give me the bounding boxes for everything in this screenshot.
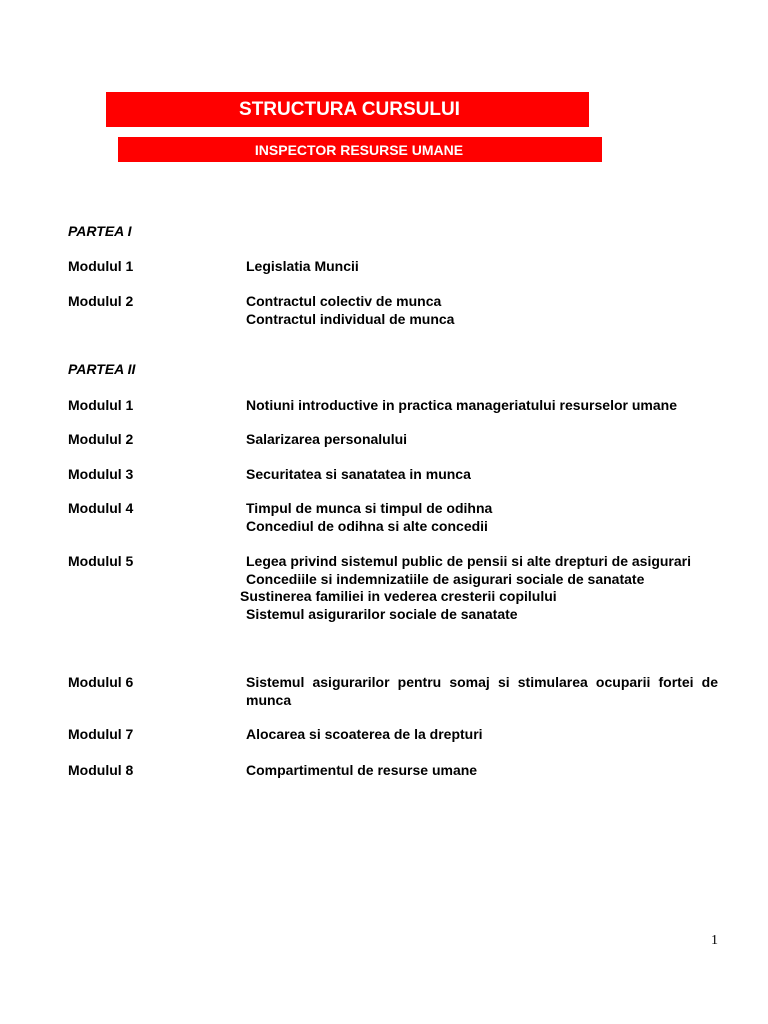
module-label: Modulul 2 — [68, 431, 134, 447]
module-label: Modulul 1 — [68, 397, 134, 413]
module-label: Modulul 4 — [68, 500, 134, 516]
module-line: Securitatea si sanatatea in munca — [246, 466, 471, 482]
page-number: 1 — [711, 933, 718, 948]
module-label: Modulul 7 — [68, 726, 134, 742]
module-line: Concediul de odihna si alte concedii — [246, 517, 488, 534]
module-line: Sistemul asigurarilor pentru somaj si stimularea ocuparii fortei de munca — [246, 674, 718, 708]
module-description — [246, 293, 718, 328]
module-description — [246, 726, 718, 744]
module-label: Modulul 6 — [68, 674, 134, 690]
module-line: Timpul de munca si timpul de odihna — [246, 500, 493, 516]
module-label: Modulul 5 — [68, 553, 134, 569]
module-line: Contractul individual de munca — [246, 310, 455, 327]
module-line: Concediile si indemnizatiile de asigurari sociale de sanatate — [246, 570, 645, 587]
module-description — [246, 762, 718, 780]
module-line: Sustinerea familiei in vederea cresterii copilului — [240, 588, 557, 604]
module-line: Notiuni introductive in practica manageriatului resurselor umane — [246, 397, 677, 413]
part-heading: PARTEA II — [68, 361, 136, 377]
course-structure-title: STRUCTURA CURSULUI — [106, 92, 589, 127]
module-description — [246, 258, 718, 276]
module-description — [246, 466, 718, 484]
module-line: Compartimentul de resurse umane — [246, 762, 478, 778]
module-label: Modulul 3 — [68, 466, 134, 482]
module-description — [246, 500, 718, 535]
module-description — [246, 674, 718, 709]
module-label: Modulul 8 — [68, 762, 134, 778]
module-line: Salarizarea personalului — [246, 431, 408, 447]
module-line: Legislatia Muncii — [246, 258, 359, 274]
part-heading: PARTEA I — [68, 223, 132, 239]
module-description — [246, 397, 718, 415]
module-line: Alocarea si scoaterea de la drepturi — [246, 726, 483, 742]
module-line: Sistemul asigurarilor sociale de sanatate — [246, 605, 518, 622]
course-subtitle: INSPECTOR RESURSE UMANE — [118, 137, 602, 162]
module-description — [246, 431, 718, 449]
module-line: Contractul colectiv de munca — [246, 293, 442, 309]
module-label: Modulul 1 — [68, 258, 134, 274]
module-label: Modulul 2 — [68, 293, 134, 309]
module-line: Legea privind sistemul public de pensii si alte drepturi de asigurari — [246, 553, 692, 569]
module-description — [240, 553, 718, 623]
